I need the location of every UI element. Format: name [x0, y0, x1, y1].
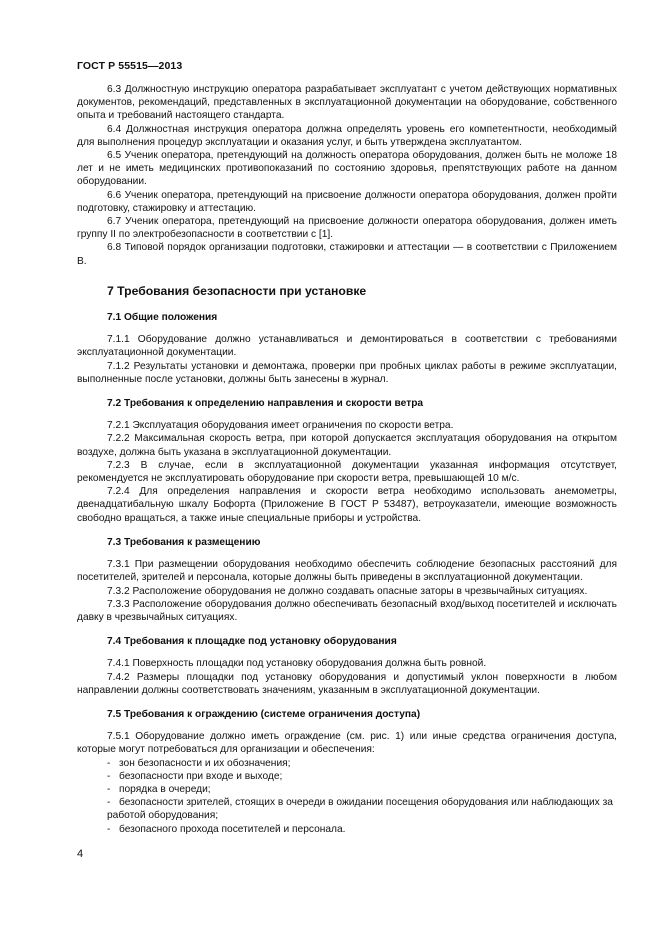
paragraph-7-2-2: 7.2.2 Максимальная скорость ветра, при которой допускается эксплуатация оборудования на открытом воздухе, должна быть указана в эксплуатационной документации.	[77, 433, 617, 458]
section-7-1-heading: 7.1 Общие положения	[107, 312, 218, 324]
paragraph-7-4-1: 7.4.1 Поверхность площадки под установку оборудования должна быть ровной.	[107, 658, 487, 670]
page-number: 4	[77, 848, 84, 860]
bullet-dash: -	[107, 783, 111, 795]
bullet-item	[77, 823, 617, 836]
bullet-item	[77, 770, 617, 783]
paragraph-7-2-1: 7.2.1 Эксплуатация оборудования имеет ограничения по скорости ветра.	[107, 420, 454, 432]
paragraph-7-2-4: 7.2.4 Для определения направления и скорости ветра необходимо использовать анемометры, двенадцатибальную шкалу Бофорта (Приложение В ГОСТ Р 53487), ветроуказатели, имеющие возможность свободно вращаться, а также иные специальные приборы и устройства.	[77, 486, 617, 524]
bullet-dash: -	[107, 770, 111, 782]
document-body	[77, 83, 617, 836]
bullet-text: безопасности зрителей, стоящих в очереди в ожидании посещения оборудования или наблюдающих за работой оборудования;	[107, 797, 613, 822]
bullet-text: зон безопасности и их обозначения;	[119, 757, 291, 769]
paragraph-6-7: 6.7 Ученик оператора, претендующий на присвоение должности оператора оборудования, должен иметь группу II по электробезопасности в соответствии с [1].	[77, 216, 617, 241]
bullet-text: порядка в очереди;	[119, 783, 211, 795]
bullet-item	[77, 796, 617, 822]
paragraph-7-2-3: 7.2.3 В случае, если в эксплуатационной документации указанная информация отсутствует, рекомендуется не эксплуатировать оборудование при скорости ветра, превышающей 10 м/с.	[77, 459, 617, 485]
paragraph-6-8: 6.8 Типовой порядок организации подготовки, стажировки и аттестации — в соответствии с Приложением В.	[77, 242, 617, 267]
document-header: ГОСТ Р 55515—2013	[77, 60, 183, 72]
bullet-dash: -	[107, 757, 111, 769]
paragraph-7-4-2: 7.4.2 Размеры площадки под установку оборудования и допустимый уклон поверхности в любом направлении должны соответствовать значениям, указанным в эксплуатационной документации.	[77, 671, 617, 696]
paragraph-7-3-3: 7.3.3 Расположение оборудования должно обеспечивать безопасный вход/выход посетителей и исключать давку в чрезвычайных ситуациях.	[77, 598, 617, 623]
section-7-3-heading: 7.3 Требования к размещению	[107, 536, 261, 548]
paragraph-7-5-1: 7.5.1 Оборудование должно иметь ограждение (см. рис. 1) или иные средства ограничения доступа, которые могут потребоваться для организации и обеспечения:	[77, 731, 617, 756]
bullet-dash: -	[107, 797, 111, 809]
section-7-4-heading: 7.4 Требования к площадке под установку оборудования	[107, 636, 397, 648]
section-7-2-heading: 7.2 Требования к определению направления и скорости ветра	[107, 398, 424, 410]
paragraph-7-3-1: 7.3.1 При размещении оборудования необходимо обеспечить соблюдение безопасных расстояний для посетителей, зрителей и персонала, которые должны быть приведены в эксплуатационной документации.	[77, 559, 617, 584]
paragraph-6-4: 6.4 Должностная инструкция оператора должна определять уровень его компетентности, необходимый для выполнения процедур эксплуатации и оказания услуг, и быть утверждена эксплуатантом.	[77, 123, 617, 148]
paragraph-7-1-2: 7.1.2 Результаты установки и демонтажа, проверки при пробных циклах работы в режиме эксплуатации, выполненные после установки, должны быть занесены в журнал.	[77, 360, 617, 385]
bullet-text: безопасного прохода посетителей и персонала.	[119, 823, 346, 835]
bullet-text: безопасности при входе и выходе;	[119, 770, 283, 782]
bullet-item	[77, 757, 617, 770]
paragraph-7-3-2: 7.3.2 Расположение оборудования не должно создавать опасные заторы в чрезвычайных ситуациях.	[107, 585, 588, 597]
bullet-item	[77, 783, 617, 796]
paragraph-6-5: 6.5 Ученик оператора, претендующий на должность оператора оборудования, должен быть не моложе 18 лет и не иметь медицинских противопоказаний по состоянию здоровья, препятствующих работе на данном оборудовании.	[77, 150, 617, 188]
paragraph-7-1-1: 7.1.1 Оборудование должно устанавливаться и демонтироваться в соответствии с требованиями эксплуатационной документации.	[77, 334, 617, 359]
section-7-heading: 7 Требования безопасности при установке	[107, 283, 367, 298]
section-7-5-heading: 7.5 Требования к ограждению (системе ограничения доступа)	[107, 708, 421, 720]
paragraph-6-3: 6.3 Должностную инструкцию оператора разрабатывает эксплуатант с учетом действующих нормативных документов, рекомендаций, представленных в эксплуатационной документации на оборудование, собственного опыта и требований настоящего стандарта.	[77, 84, 617, 122]
paragraph-6-6: 6.6 Ученик оператора, претендующий на присвоение должности оператора оборудования, должен пройти подготовку, стажировку и аттестацию.	[77, 189, 617, 214]
bullet-dash: -	[107, 823, 111, 835]
